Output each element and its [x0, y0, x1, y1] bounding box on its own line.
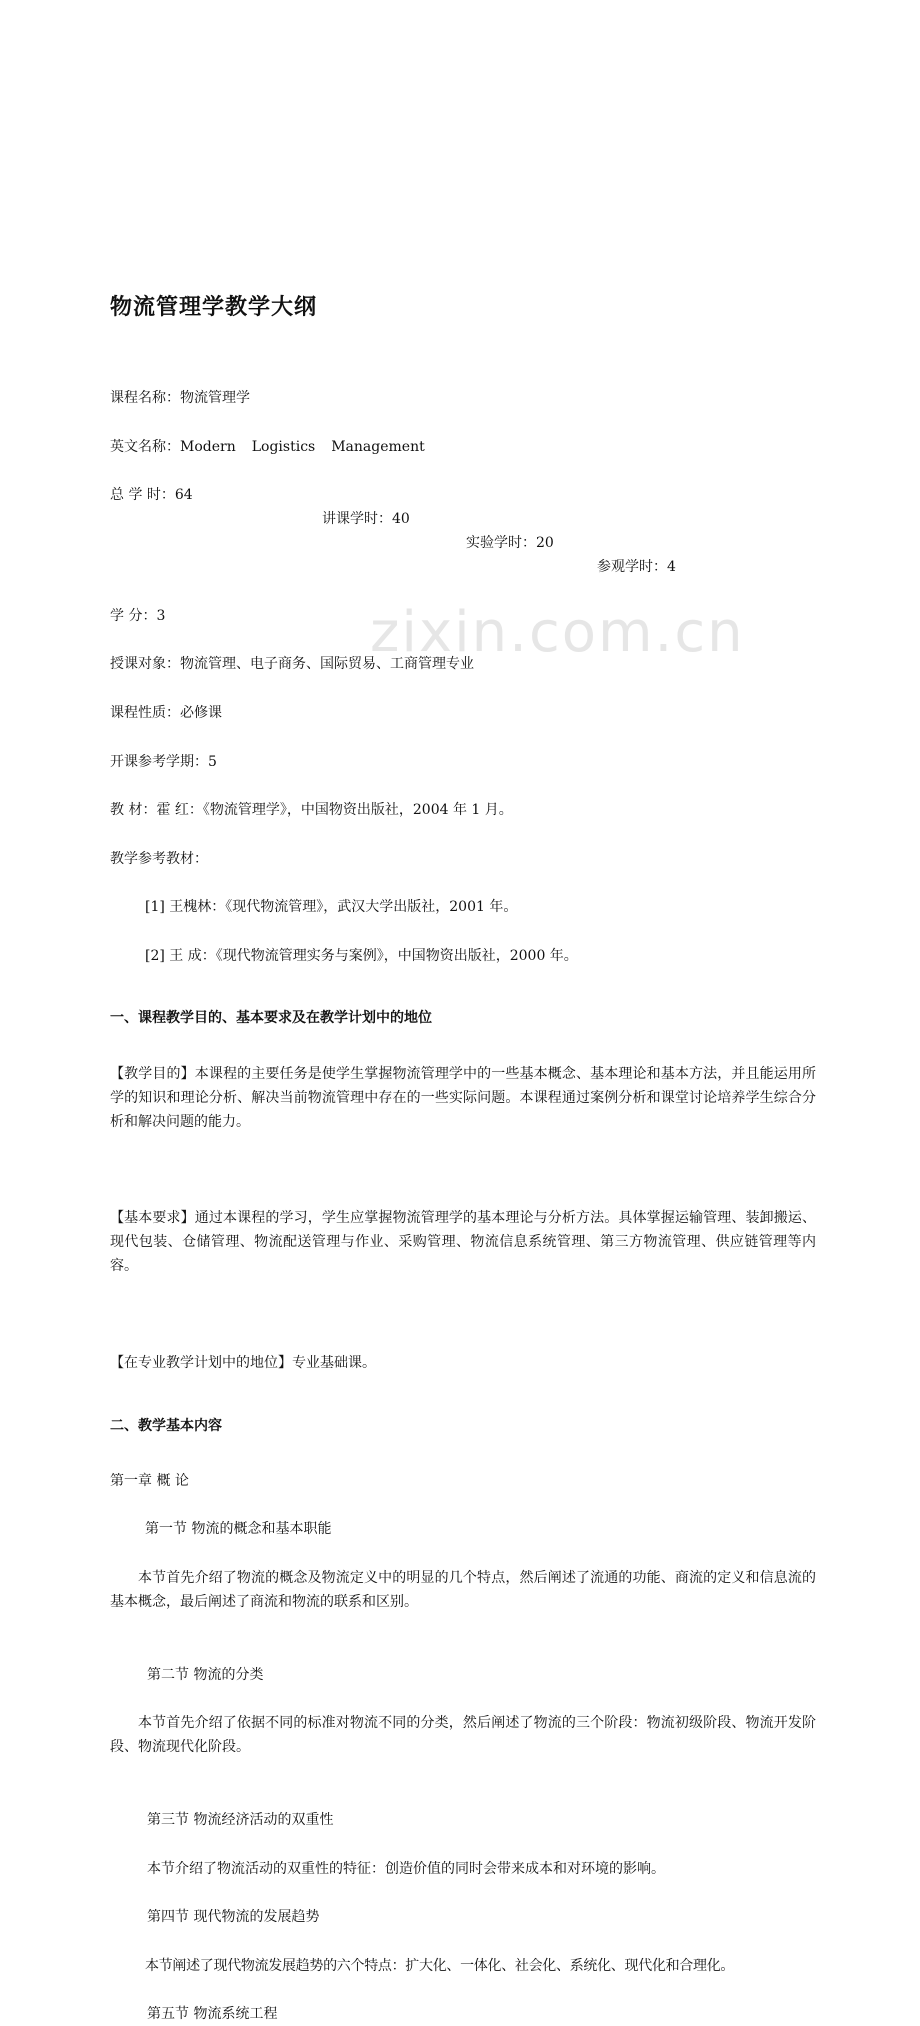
document-title: 物流管理学教学大纲 — [110, 295, 318, 320]
section-4-title: 第四节 现代物流的发展趋势 — [147, 1909, 320, 1925]
section-1-text: 本节首先介绍了物流的概念及物流定义中的明显的几个特点，然后阐述了流通的功能、商流的定义和信息流的基本概念，最后阐述了商流和物流的联系和区别。 — [110, 1570, 816, 1610]
section-2-text: 本节首先介绍了依据不同的标准对物流不同的分类，然后阐述了物流的三个阶段：物流初级阶段、物流开发阶段、物流现代化阶段。 — [110, 1715, 816, 1755]
reference-1: [1] 王槐林：《现代物流管理》，武汉大学出版社，2001 年。 — [145, 899, 518, 915]
watermark: zixin.com.cn — [370, 600, 745, 665]
section-3-title: 第三节 物流经济活动的双重性 — [147, 1812, 334, 1828]
section-2-title: 第二节 物流的分类 — [147, 1667, 264, 1683]
references-label: 教学参考教材： — [110, 851, 208, 867]
english-name-part2: Logistics — [251, 439, 316, 455]
semester: 开课参考学期：5 — [110, 754, 217, 770]
credits: 学 分：3 — [110, 608, 166, 624]
section-1-title: 第一节 物流的概念和基本职能 — [145, 1521, 332, 1537]
total-hours: 总 学 时：64 — [110, 487, 193, 503]
lecture-hours: 讲课学时：40 — [322, 511, 410, 527]
reference-2: [2] 王 成：《现代物流管理实务与案例》，中国物资出版社，2000 年。 — [145, 948, 578, 964]
english-name-part1: 英文名称：Modern — [110, 439, 236, 455]
lab-hours: 实验学时：20 — [466, 535, 554, 551]
english-name-part3: Management — [331, 439, 425, 455]
section2-heading: 二、教学基本内容 — [110, 1418, 222, 1434]
section-5-title: 第五节 物流系统工程 — [147, 2006, 278, 2022]
section1-heading: 一、课程教学目的、基本要求及在教学计划中的地位 — [110, 1010, 432, 1026]
visit-hours: 参观学时：4 — [597, 559, 676, 575]
section-4-text: 本节阐述了现代物流发展趋势的六个特点：扩大化、一体化、社会化、系统化、现代化和合理化。 — [145, 1958, 735, 1974]
curriculum-position: 【在专业教学计划中的地位】专业基础课。 — [110, 1355, 376, 1371]
basic-requirement: 【基本要求】通过本课程的学习，学生应掌握物流管理学的基本理论与分析方法。具体掌握运输管理、装卸搬运、现代包装、仓储管理、物流配送管理与作业、采购管理、物流信息系统管理、第三方物流管理、供应链管理等内容。 — [110, 1210, 816, 1274]
course-name: 课程名称：物流管理学 — [110, 390, 250, 406]
course-nature: 课程性质：必修课 — [110, 705, 222, 721]
english-name — [110, 435, 920, 459]
chapter-title: 第一章 概 论 — [110, 1473, 189, 1489]
section-3-text: 本节介绍了物流活动的双重性的特征：创造价值的同时会带来成本和对环境的影响。 — [147, 1861, 665, 1877]
teaching-purpose: 【教学目的】本课程的主要任务是使学生掌握物流管理学中的一些基本概念、基本理论和基本方法，并且能运用所学的知识和理论分析、解决当前物流管理中存在的一些实际问题。本课程通过案例分析和课堂讨论培养学生综合分析和解决问题的能力。 — [110, 1066, 816, 1130]
textbook: 教 材：霍 红：《物流管理学》，中国物资出版社，2004 年 1 月。 — [110, 802, 513, 818]
audience: 授课对象：物流管理、电子商务、国际贸易、工商管理专业 — [110, 656, 474, 672]
